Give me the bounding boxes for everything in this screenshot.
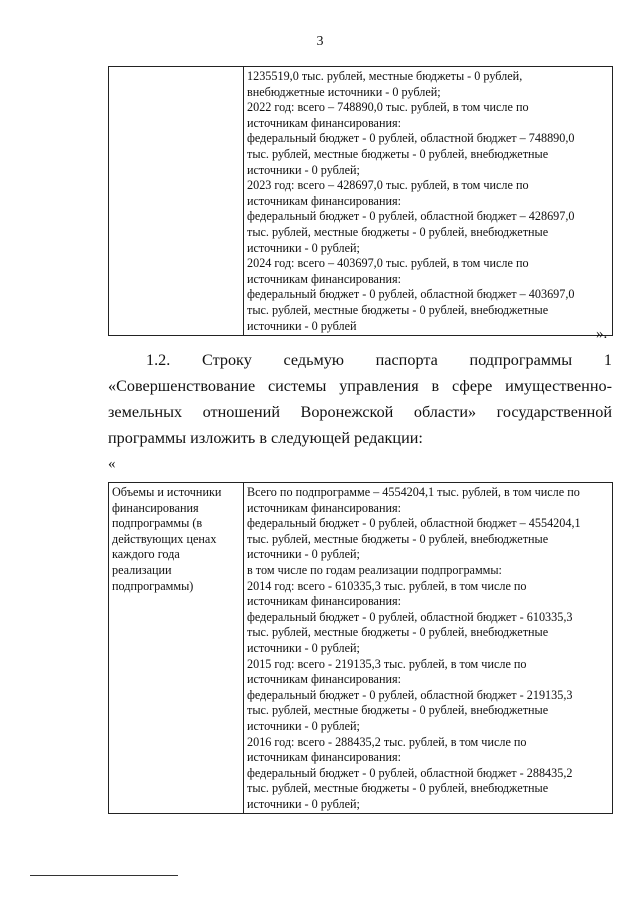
text-line: федеральный бюджет - 0 рублей, областной бюджет – 403697,0 [247,287,575,302]
footer-rule [30,875,178,876]
text-line: Всего по подпрограмме – 4554204,1 тыс. рублей, в том числе по [247,485,580,499]
table-cell-financing [244,67,613,336]
text-line: 2015 год: всего - 219135,3 тыс. рублей, в том числе по [247,656,527,671]
text-line: источники - 0 рублей; [247,240,360,255]
text-line: федеральный бюджет - 0 рублей, областной бюджет – 428697,0 [247,209,575,224]
text-line: источникам финансирования: [247,115,401,130]
text-line: источники - 0 рублей; [247,162,360,177]
text-line: реализации [112,562,172,577]
text-line: тыс. рублей, местные бюджеты - 0 рублей, внебюджетные [247,703,549,718]
text-line: 2016 год: всего - 288435,2 тыс. рублей, в том числе по [247,734,527,749]
text-line: источники - 0 рублей; [247,718,360,733]
text-line: тыс. рублей, местные бюджеты - 0 рублей, внебюджетные [247,781,549,796]
text-line: источникам финансирования: [247,500,401,515]
text-line: федеральный бюджет - 0 рублей, областной бюджет - 288435,2 [247,765,573,780]
text-line: тыс. рублей, местные бюджеты - 0 рублей, внебюджетные [247,625,549,640]
cell-lines [112,485,240,594]
text-line: источникам финансирования: [247,750,401,765]
page-number: 3 [316,34,324,49]
text-line: федеральный бюджет - 0 рублей, областной бюджет - 219135,3 [247,687,573,702]
table-row [109,67,613,336]
text-line: в том числе по годам реализации подпрограммы: [247,562,502,577]
opening-quote: « [108,456,116,472]
text-line: подпрограммы) [112,578,194,593]
text-line: финансирования [112,500,199,515]
text-line: внебюджетные источники - 0 рублей; [247,84,441,99]
text-line: 2014 год: всего - 610335,3 тыс. рублей, в том числе по [247,578,527,593]
text-line: источникам финансирования: [247,672,401,687]
table-cell-label [109,483,244,814]
text-line: федеральный бюджет - 0 рублей, областной бюджет - 610335,3 [247,609,573,624]
text-line: тыс. рублей, местные бюджеты - 0 рублей, внебюджетные [247,224,549,239]
table-cell-label [109,67,244,336]
text-line: 2024 год: всего – 403697,0 тыс. рублей, в том числе по [247,256,529,271]
text-line: источникам финансирования: [247,594,401,609]
text-line: источники - 0 рублей; [247,547,360,562]
text-line: тыс. рублей, местные бюджеты - 0 рублей, внебюджетные [247,302,549,317]
text-line: подпрограммы (в [112,516,203,531]
cell-lines [247,485,609,812]
text-line: источники - 0 рублей [247,318,357,333]
text-line: тыс. рублей, местные бюджеты - 0 рублей, внебюджетные [247,146,549,161]
text-line: источники - 0 рублей; [247,796,360,811]
text-line: тыс. рублей, местные бюджеты - 0 рублей, внебюджетные [247,531,549,546]
text-line: 2022 год: всего – 748890,0 тыс. рублей, в том числе по [247,100,529,115]
text-line: источники - 0 рублей; [247,640,360,655]
cell-lines [247,69,609,334]
text-line: каждого года [112,547,180,562]
paragraph-text: 1.2. Строку седьмую паспорта подпрограммы 1 «Совершенствование системы управления в сфере имущественно-земельных отношений Воронежской области» государственной программы изложить в следующей редакции: [108,351,612,447]
closing-quote: ». [596,326,608,342]
financing-table-new [108,482,613,814]
text-line: 2023 год: всего – 428697,0 тыс. рублей, в том числе по [247,178,529,193]
body-paragraph [108,347,612,451]
table-cell-financing [244,483,613,814]
text-line: источникам финансирования: [247,193,401,208]
text-line: Объемы и источники [112,485,222,499]
text-line: источникам финансирования: [247,271,401,286]
text-line: федеральный бюджет - 0 рублей, областной бюджет – 748890,0 [247,131,575,146]
text-line: 1235519,0 тыс. рублей, местные бюджеты - 0 рублей, [247,69,523,83]
text-line: действующих ценах [112,531,217,546]
text-line: федеральный бюджет - 0 рублей, областной бюджет – 4554204,1 [247,516,581,531]
financing-table-continued [108,66,613,336]
table-row [109,483,613,814]
